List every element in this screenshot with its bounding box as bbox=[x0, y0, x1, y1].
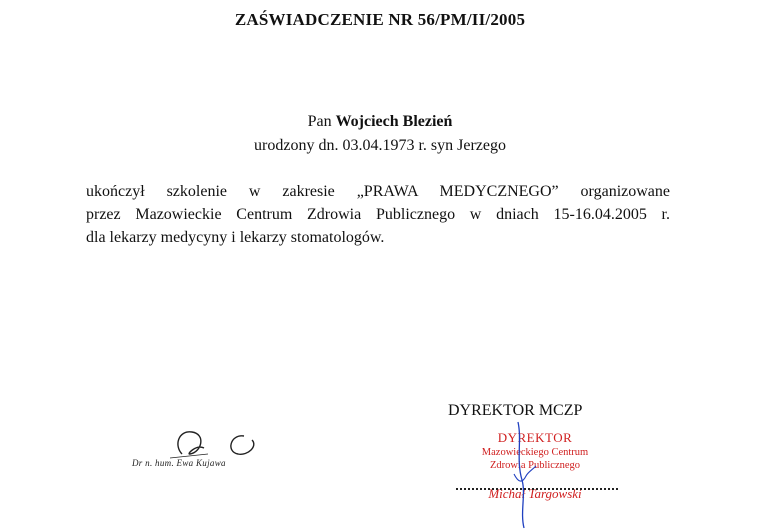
recipient-name: Wojciech Blezień bbox=[335, 113, 453, 130]
certificate-body bbox=[86, 180, 670, 249]
recipient-name-line bbox=[0, 110, 760, 134]
stamp-title: DYREKTOR bbox=[497, 430, 573, 445]
stamp-org-line-1: Mazowieckiego Centrum bbox=[481, 447, 589, 458]
body-line-1: ukończył szkolenie w zakresie „PRAWA MEDYCZNEGO” organizowane bbox=[86, 183, 670, 200]
body-line-2: przez Mazowieckie Centrum Zdrowia Publicznego w dniach 15-16.04.2005 r. bbox=[86, 206, 670, 223]
director-signature-scribble bbox=[492, 420, 552, 530]
recipient-birth-line: urodzony dn. 03.04.1973 r. syn Jerzego bbox=[254, 137, 506, 154]
recipient-prefix: Pan bbox=[307, 113, 332, 130]
recipient-block bbox=[0, 110, 760, 158]
body-line-3: dla lekarzy medycyny i lekarzy stomatologów. bbox=[86, 229, 385, 246]
stamp-name: Michał Targowski bbox=[488, 486, 582, 501]
stamp-org-line-2: Zdrowia Publicznego bbox=[489, 460, 581, 471]
document-title: ZAŚWIADCZENIE NR 56/PM/II/2005 bbox=[234, 10, 526, 29]
director-title: DYREKTOR MCZP bbox=[448, 402, 583, 419]
left-signature-label: Dr n. hum. Ewa Kujawa bbox=[132, 458, 226, 468]
